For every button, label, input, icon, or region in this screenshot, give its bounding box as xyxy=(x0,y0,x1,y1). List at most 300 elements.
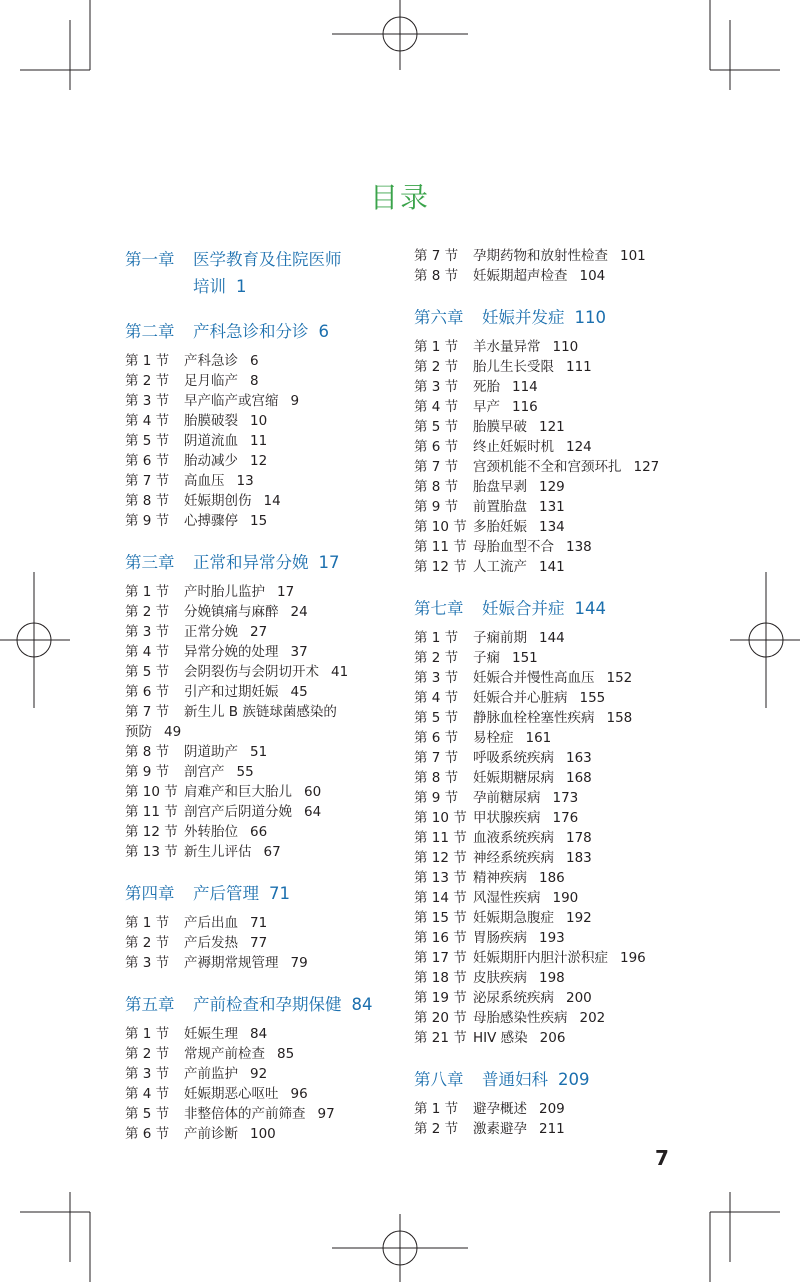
toc-section-entry[interactable] xyxy=(414,457,704,477)
section-title: 母胎感染性疾病 xyxy=(473,1010,568,1026)
toc-section-entry[interactable] xyxy=(414,1119,704,1139)
section-title: 孕期药物和放射性检查 xyxy=(473,248,608,264)
section-page-number: 11 xyxy=(250,433,268,449)
section-label: 第 3 节 xyxy=(414,670,459,686)
section-page-number: 144 xyxy=(539,630,565,646)
section-label: 第 2 节 xyxy=(125,935,170,951)
chapter-title-line: 产后管理 xyxy=(193,884,259,903)
chapter-title xyxy=(482,304,606,331)
section-label: 第 7 节 xyxy=(125,704,170,720)
section-title: 妊娠期恶心呕吐 xyxy=(184,1086,279,1102)
toc-section-entry[interactable] xyxy=(125,602,400,622)
section-label: 第 14 节 xyxy=(414,890,467,906)
toc-section-entry[interactable] xyxy=(125,662,400,682)
toc-section-entry[interactable] xyxy=(414,908,704,928)
section-title: 足月临产 xyxy=(184,373,238,389)
section-label: 第 7 节 xyxy=(414,248,459,264)
section-label: 第 10 节 xyxy=(414,810,467,826)
section-page-number: 176 xyxy=(552,810,579,826)
section-title: 非整倍体的产前筛查 xyxy=(184,1106,306,1122)
section-title: 子痫前期 xyxy=(473,630,527,646)
section-page-number: 51 xyxy=(250,744,268,760)
section-label: 第 1 节 xyxy=(414,630,459,646)
toc-chapter-entry[interactable] xyxy=(125,318,400,345)
toc-left-column xyxy=(125,246,400,1144)
section-label: 第 3 节 xyxy=(125,955,170,971)
section-title: 血液系统疾病 xyxy=(473,830,554,846)
section-label: 第 4 节 xyxy=(414,399,459,415)
toc-section-entry[interactable] xyxy=(125,913,400,933)
toc-section-entry[interactable] xyxy=(125,702,400,722)
section-label: 第 4 节 xyxy=(125,413,170,429)
section-page-number: 41 xyxy=(331,664,349,680)
section-title: 高血压 xyxy=(184,473,225,489)
section-page-number: 134 xyxy=(539,519,565,535)
toc-section-entry[interactable] xyxy=(125,431,400,451)
section-label: 第 1 节 xyxy=(125,915,170,931)
section-title: 产褥期常规管理 xyxy=(184,955,279,971)
toc-section-entry[interactable] xyxy=(125,1044,400,1064)
chapter-label: 第八章 xyxy=(414,1070,464,1089)
section-title: 胃肠疾病 xyxy=(473,930,527,946)
section-title: 引产和过期妊娠 xyxy=(184,684,279,700)
section-label: 第 8 节 xyxy=(414,479,459,495)
section-page-number: 193 xyxy=(539,930,565,946)
section-label: 第 15 节 xyxy=(414,910,467,926)
section-title: 妊娠期超声检查 xyxy=(473,268,568,284)
section-label: 第 3 节 xyxy=(125,393,170,409)
section-label: 第 6 节 xyxy=(125,684,170,700)
section-title: 剖宫产 xyxy=(184,764,225,780)
section-page-number: 8 xyxy=(250,373,259,389)
section-label: 第 9 节 xyxy=(125,513,170,529)
section-label: 第 1 节 xyxy=(414,1101,459,1117)
chapter-page-number: 71 xyxy=(269,884,290,903)
section-label: 第 8 节 xyxy=(125,744,170,760)
toc-chapter-entry[interactable] xyxy=(125,991,400,1018)
section-title: 风湿性疾病 xyxy=(473,890,541,906)
section-page-number: 173 xyxy=(552,790,579,806)
section-page-number: 114 xyxy=(512,379,538,395)
section-title: 多胎妊娠 xyxy=(473,519,527,535)
chapter-title xyxy=(193,880,290,907)
section-title: 前置胎盘 xyxy=(473,499,527,515)
section-page-number: 24 xyxy=(290,604,308,620)
chapter-title xyxy=(193,246,342,300)
toc-section-entry[interactable] xyxy=(125,953,400,973)
section-label: 第 10 节 xyxy=(125,784,178,800)
section-title: 激素避孕 xyxy=(473,1121,527,1137)
section-label: 第 7 节 xyxy=(414,750,459,766)
section-page-number: 192 xyxy=(566,910,592,926)
section-label: 第 4 节 xyxy=(125,1086,170,1102)
section-label: 第 11 节 xyxy=(414,539,467,555)
section-label: 第 4 节 xyxy=(414,690,459,706)
section-title: 泌尿系统疾病 xyxy=(473,990,554,1006)
section-page-number: 92 xyxy=(250,1066,268,1082)
section-page-number: 79 xyxy=(290,955,308,971)
section-page-number: 168 xyxy=(566,770,592,786)
toc-section-entry[interactable] xyxy=(414,557,704,577)
section-page-number: 45 xyxy=(290,684,308,700)
section-label: 第 16 节 xyxy=(414,930,467,946)
section-title: 妊娠期创伤 xyxy=(184,493,252,509)
section-page-number: 67 xyxy=(263,844,281,860)
section-page-number: 104 xyxy=(579,268,606,284)
toc-section-entry[interactable] xyxy=(414,788,704,808)
page-title: 目录 xyxy=(369,181,430,214)
section-title: 新生儿评估 xyxy=(184,844,252,860)
section-label: 第 8 节 xyxy=(414,770,459,786)
section-label: 第 6 节 xyxy=(125,1126,170,1142)
toc-section-entry[interactable] xyxy=(125,582,400,602)
toc-section-entry[interactable] xyxy=(125,782,400,802)
section-label: 第 9 节 xyxy=(414,790,459,806)
page-number: 7 xyxy=(655,1146,669,1170)
section-page-number: 66 xyxy=(250,824,268,840)
section-label: 第 5 节 xyxy=(414,419,459,435)
toc-section-entry[interactable] xyxy=(414,246,704,266)
chapter-title-line: 妊娠合并症 xyxy=(482,599,565,618)
section-title: 肩难产和巨大胎儿 xyxy=(184,784,292,800)
section-page-number: 97 xyxy=(317,1106,335,1122)
section-title: 孕前糖尿病 xyxy=(473,790,541,806)
section-page-number: 163 xyxy=(566,750,592,766)
section-title: 避孕概述 xyxy=(473,1101,527,1117)
section-page-number: 202 xyxy=(579,1010,606,1026)
toc-section-entry[interactable] xyxy=(414,1028,704,1048)
toc-section-entry[interactable] xyxy=(125,1104,400,1124)
section-label: 第 4 节 xyxy=(125,644,170,660)
section-title: 静脉血栓栓塞性疾病 xyxy=(473,710,595,726)
toc-section-entry[interactable] xyxy=(125,491,400,511)
toc-section-entry[interactable] xyxy=(414,517,704,537)
toc-section-entry[interactable] xyxy=(414,848,704,868)
section-label: 第 1 节 xyxy=(125,584,170,600)
section-label: 第 8 节 xyxy=(414,268,459,284)
section-page-number: 77 xyxy=(250,935,268,951)
section-label: 第 5 节 xyxy=(125,433,170,449)
chapter-title xyxy=(193,318,329,345)
toc-section-entry[interactable] xyxy=(414,968,704,988)
section-page-number: 209 xyxy=(539,1101,565,1117)
toc-section-entry[interactable] xyxy=(125,682,400,702)
section-page-number: 131 xyxy=(539,499,565,515)
toc-section-continuation xyxy=(125,722,400,742)
chapter-title xyxy=(482,1066,590,1093)
toc-section-entry[interactable] xyxy=(414,688,704,708)
toc-section-entry[interactable] xyxy=(125,1124,400,1144)
toc-section-entry[interactable] xyxy=(414,628,704,648)
section-page-number: 13 xyxy=(236,473,254,489)
section-page-number: 186 xyxy=(539,870,565,886)
section-title: 正常分娩 xyxy=(184,624,238,640)
section-page-number: 178 xyxy=(566,830,592,846)
section-title: 甲状腺疾病 xyxy=(473,810,541,826)
toc-section-entry[interactable] xyxy=(414,1099,704,1119)
section-title: 皮肤疾病 xyxy=(473,970,527,986)
section-title: 产后发热 xyxy=(184,935,238,951)
toc-chapter-entry[interactable] xyxy=(414,1066,704,1093)
section-page-number: 37 xyxy=(290,644,308,660)
chapter-page-number: 1 xyxy=(236,277,247,296)
section-title: 胎盘早剥 xyxy=(473,479,527,495)
toc-section-entry[interactable] xyxy=(414,748,704,768)
section-label: 第 9 节 xyxy=(125,764,170,780)
chapter-title-line: 普通妇科 xyxy=(482,1070,548,1089)
chapter-title-line: 妊娠并发症 xyxy=(482,308,565,327)
chapter-label: 第二章 xyxy=(125,322,175,341)
section-label: 第 7 节 xyxy=(414,459,459,475)
toc-section-entry[interactable] xyxy=(414,357,704,377)
section-title: 妊娠期肝内胆汁淤积症 xyxy=(473,950,608,966)
chapter-title-line: 产前检查和孕期保健 xyxy=(193,995,342,1014)
chapter-title xyxy=(482,595,606,622)
section-title: 妊娠期糖尿病 xyxy=(473,770,554,786)
toc-chapter-entry[interactable] xyxy=(125,246,400,300)
section-label: 第 20 节 xyxy=(414,1010,467,1026)
section-title: 精神疾病 xyxy=(473,870,527,886)
section-title: 妊娠生理 xyxy=(184,1026,238,1042)
section-page-number: 100 xyxy=(250,1126,276,1142)
toc-section-entry[interactable] xyxy=(125,842,400,862)
toc-section-entry[interactable] xyxy=(414,928,704,948)
chapter-title xyxy=(193,991,373,1018)
toc-section-entry[interactable] xyxy=(125,411,400,431)
toc-section-entry[interactable] xyxy=(414,397,704,417)
section-title: 妊娠期急腹症 xyxy=(473,910,554,926)
chapter-title-line: 医学教育及住院医师 xyxy=(193,250,342,269)
chapter-page-number: 84 xyxy=(351,995,373,1014)
section-label: 第 6 节 xyxy=(414,730,459,746)
section-title: 母胎血型不合 xyxy=(473,539,554,555)
chapter-title-line: 培训 xyxy=(193,277,226,296)
chapter-title-line: 产科急诊和分诊 xyxy=(193,322,309,341)
toc-section-entry[interactable] xyxy=(125,471,400,491)
section-page-number: 124 xyxy=(566,439,592,455)
toc-section-entry[interactable] xyxy=(125,391,400,411)
section-page-number: 9 xyxy=(290,393,300,409)
section-label: 第 1 节 xyxy=(125,1026,170,1042)
section-page-number: 196 xyxy=(620,950,646,966)
section-page-number: 64 xyxy=(304,804,322,820)
toc-chapter-entry[interactable] xyxy=(414,304,704,331)
section-title: 心搏骤停 xyxy=(184,513,238,529)
section-title: 外转胎位 xyxy=(184,824,238,840)
section-title: 羊水量异常 xyxy=(473,339,541,355)
toc-section-entry[interactable] xyxy=(414,828,704,848)
toc-section-entry[interactable] xyxy=(125,642,400,662)
toc-section-entry[interactable] xyxy=(414,266,704,286)
chapter-label: 第五章 xyxy=(125,995,175,1014)
section-title: HIV 感染 xyxy=(473,1030,528,1046)
section-page-number: 6 xyxy=(250,353,259,369)
toc-section-entry[interactable] xyxy=(125,822,400,842)
toc-section-entry[interactable] xyxy=(125,802,400,822)
section-page-number: 206 xyxy=(539,1030,566,1046)
section-page-number: 161 xyxy=(525,730,552,746)
toc-section-entry[interactable] xyxy=(414,648,704,668)
section-title: 胎膜破裂 xyxy=(184,413,238,429)
toc-section-entry[interactable] xyxy=(414,437,704,457)
section-label: 第 8 节 xyxy=(125,493,170,509)
section-title: 妊娠合并慢性高血压 xyxy=(473,670,595,686)
section-title: 早产 xyxy=(473,399,500,415)
section-title: 呼吸系统疾病 xyxy=(473,750,554,766)
toc-section-entry[interactable] xyxy=(414,497,704,517)
section-page-number: 183 xyxy=(566,850,592,866)
chapter-page-number: 17 xyxy=(318,553,340,572)
chapter-label: 第一章 xyxy=(125,250,175,269)
section-label: 第 18 节 xyxy=(414,970,467,986)
section-label: 第 12 节 xyxy=(414,850,467,866)
section-page-number: 10 xyxy=(250,413,268,429)
section-label: 第 6 节 xyxy=(414,439,459,455)
chapter-label: 第三章 xyxy=(125,553,175,572)
toc-section-entry[interactable] xyxy=(414,948,704,968)
section-title: 分娩镇痛与麻醉 xyxy=(184,604,279,620)
section-page-number: 200 xyxy=(566,990,592,1006)
section-page-number: 85 xyxy=(277,1046,295,1062)
section-page-number: 12 xyxy=(250,453,268,469)
toc-section-entry[interactable] xyxy=(414,537,704,557)
section-label: 第 17 节 xyxy=(414,950,467,966)
section-label: 第 21 节 xyxy=(414,1030,467,1046)
toc-section-entry[interactable] xyxy=(414,1008,704,1028)
section-page-number: 96 xyxy=(290,1086,308,1102)
toc-section-entry[interactable] xyxy=(414,377,704,397)
section-title: 早产临产或宫缩 xyxy=(184,393,279,409)
toc-section-entry[interactable] xyxy=(125,351,400,371)
section-label: 第 9 节 xyxy=(414,499,459,515)
section-label: 第 3 节 xyxy=(125,624,170,640)
section-label: 第 6 节 xyxy=(125,453,170,469)
toc-section-entry[interactable] xyxy=(125,511,400,531)
toc-section-entry[interactable] xyxy=(125,622,400,642)
section-page-number: 110 xyxy=(552,339,579,355)
toc-section-entry[interactable] xyxy=(414,768,704,788)
section-title: 常规产前检查 xyxy=(184,1046,265,1062)
section-title: 阴道流血 xyxy=(184,433,238,449)
section-label: 第 2 节 xyxy=(125,373,170,389)
toc-section-entry[interactable] xyxy=(125,1084,400,1104)
section-page-number: 14 xyxy=(263,493,281,509)
section-label: 第 3 节 xyxy=(125,1066,170,1082)
section-label: 第 2 节 xyxy=(125,604,170,620)
toc-section-entry[interactable] xyxy=(125,1024,400,1044)
section-label: 第 13 节 xyxy=(414,870,467,886)
toc-section-entry[interactable] xyxy=(414,708,704,728)
section-label: 第 1 节 xyxy=(125,353,170,369)
section-title: 产时胎儿监护 xyxy=(184,584,265,600)
section-page-number: 111 xyxy=(566,359,592,375)
chapter-title xyxy=(193,549,340,576)
section-page-number: 152 xyxy=(606,670,633,686)
chapter-page-number: 209 xyxy=(558,1070,590,1089)
section-title: 产后出血 xyxy=(184,915,238,931)
toc-chapter-entry[interactable] xyxy=(125,880,400,907)
section-label: 第 2 节 xyxy=(125,1046,170,1062)
section-title: 子痫 xyxy=(473,650,500,666)
section-title: 人工流产 xyxy=(473,559,527,575)
toc-section-entry[interactable] xyxy=(414,988,704,1008)
section-page-number: 158 xyxy=(606,710,633,726)
toc-section-entry[interactable] xyxy=(414,477,704,497)
section-page-number: 55 xyxy=(236,764,254,780)
toc-section-entry[interactable] xyxy=(414,417,704,437)
toc-chapter-entry[interactable] xyxy=(414,595,704,622)
section-page-number: 121 xyxy=(539,419,565,435)
section-page-number: 198 xyxy=(539,970,565,986)
section-label: 第 19 节 xyxy=(414,990,467,1006)
section-page-number: 84 xyxy=(250,1026,268,1042)
toc-chapter-entry[interactable] xyxy=(125,549,400,576)
section-label: 第 2 节 xyxy=(414,359,459,375)
toc-section-entry[interactable] xyxy=(414,668,704,688)
section-page-number: 129 xyxy=(539,479,565,495)
section-title: 新生儿 B 族链球菌感染的 xyxy=(184,704,337,720)
section-page-number: 138 xyxy=(566,539,592,555)
toc-section-entry[interactable] xyxy=(414,337,704,357)
toc-right-column xyxy=(414,246,704,1139)
section-label: 第 12 节 xyxy=(414,559,467,575)
toc-section-entry[interactable] xyxy=(414,868,704,888)
toc-section-entry[interactable] xyxy=(414,808,704,828)
section-page-number: 60 xyxy=(304,784,322,800)
section-title: 异常分娩的处理 xyxy=(184,644,279,660)
section-page-number: 141 xyxy=(539,559,565,575)
section-title: 胎动减少 xyxy=(184,453,238,469)
section-page-number: 211 xyxy=(539,1121,565,1137)
section-title: 死胎 xyxy=(473,379,500,395)
chapter-page-number: 110 xyxy=(574,308,606,327)
section-title: 会阴裂伤与会阴切开术 xyxy=(184,664,319,680)
section-page-number: 71 xyxy=(250,915,268,931)
toc-section-entry[interactable] xyxy=(125,371,400,391)
section-label: 第 13 节 xyxy=(125,844,178,860)
section-title: 产前诊断 xyxy=(184,1126,238,1142)
toc-section-entry[interactable] xyxy=(125,1064,400,1084)
section-page-number: 27 xyxy=(250,624,268,640)
section-page-number: 155 xyxy=(579,690,606,706)
section-label: 第 1 节 xyxy=(414,339,459,355)
section-label: 第 12 节 xyxy=(125,824,178,840)
section-page-number: 151 xyxy=(512,650,538,666)
section-title: 宫颈机能不全和宫颈环扎 xyxy=(473,459,622,475)
toc-section-entry[interactable] xyxy=(125,933,400,953)
toc-section-entry[interactable] xyxy=(125,762,400,782)
chapter-title-line: 正常和异常分娩 xyxy=(193,553,309,572)
toc-section-entry[interactable] xyxy=(414,728,704,748)
toc-section-entry[interactable] xyxy=(414,888,704,908)
section-title: 剖宫产后阴道分娩 xyxy=(184,804,292,820)
section-label: 第 5 节 xyxy=(414,710,459,726)
section-label: 第 5 节 xyxy=(125,1106,170,1122)
toc-section-entry[interactable] xyxy=(125,742,400,762)
section-page-number: 127 xyxy=(633,459,660,475)
chapter-label: 第七章 xyxy=(414,599,464,618)
section-label: 第 5 节 xyxy=(125,664,170,680)
section-title: 易栓症 xyxy=(473,730,514,746)
section-label: 第 3 节 xyxy=(414,379,459,395)
section-title: 胎膜早破 xyxy=(473,419,527,435)
section-title: 妊娠合并心脏病 xyxy=(473,690,568,706)
toc-section-entry[interactable] xyxy=(125,451,400,471)
chapter-label: 第四章 xyxy=(125,884,175,903)
chapter-label: 第六章 xyxy=(414,308,464,327)
section-label: 第 2 节 xyxy=(414,1121,459,1137)
section-title: 终止妊娠时机 xyxy=(473,439,554,455)
